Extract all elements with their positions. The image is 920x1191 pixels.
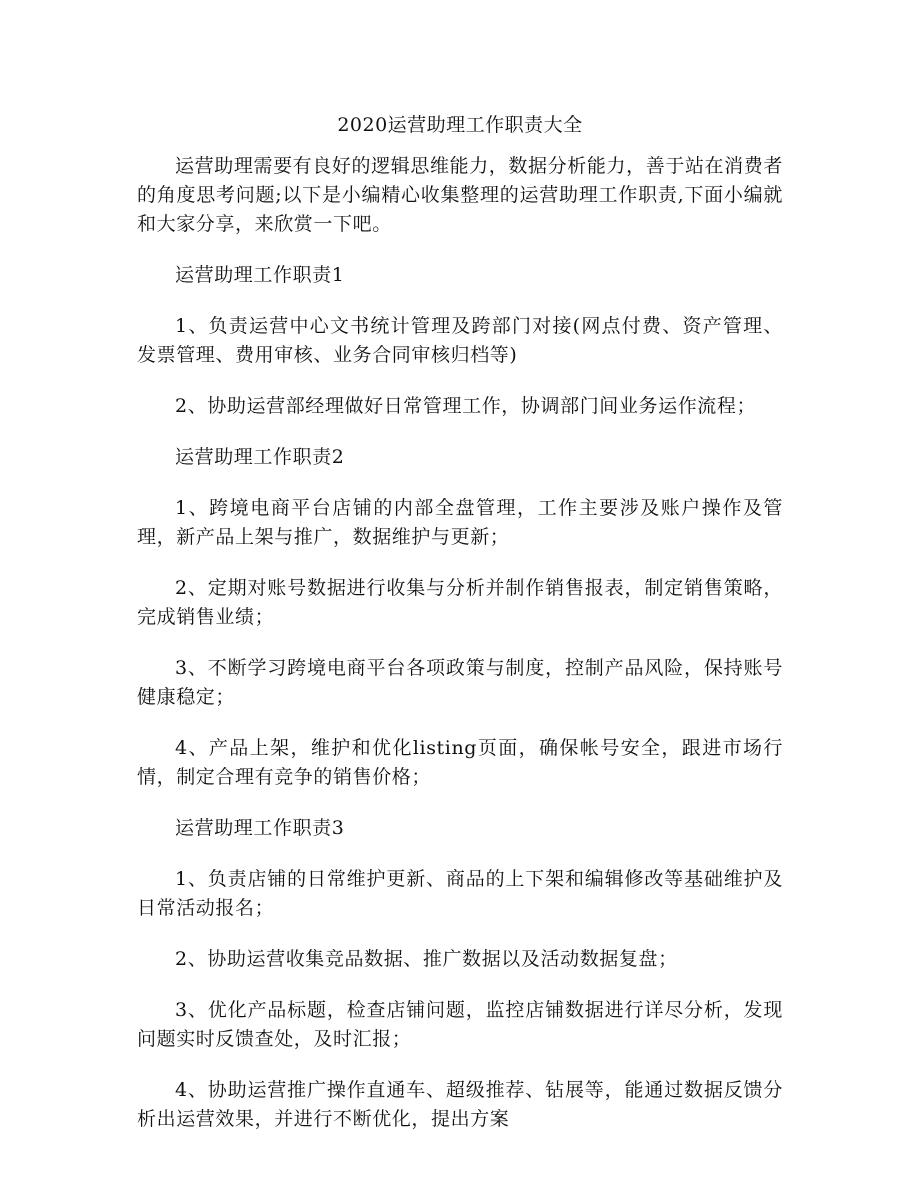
- section-heading-2: 运营助理工作职责2: [175, 446, 345, 468]
- section-heading-3: 运营助理工作职责3: [175, 817, 345, 839]
- document-body: [137, 152, 783, 1156]
- section-2-item-4: 4、产品上架，维护和优化listing页面，确保帐号安全，跟进市场行情，制定合理有竞争的销售价格；: [137, 737, 783, 788]
- section-1-item-1: 1、负责运营中心文书统计管理及跨部门对接(网点付费、资产管理、发票管理、费用审核、业务合同审核归档等): [137, 315, 783, 366]
- section-3-item-4: 4、协助运营推广操作直通车、超级推荐、钻展等，能通过数据反馈分析出运营效果，并进行不断优化，提出方案: [137, 1079, 783, 1130]
- section-2-item-1: 1、跨境电商平台店铺的内部全盘管理，工作主要涉及账户操作及管理，新产品上架与推广，数据维护与更新；: [137, 497, 783, 548]
- section-2-item-3: 3、不断学习跨境电商平台各项政策与制度，控制产品风险，保持账号健康稳定；: [137, 657, 783, 708]
- intro-paragraph: 运营助理需要有良好的逻辑思维能力，数据分析能力，善于站在消费者的角度思考问题;以下是小编精心收集整理的运营助理工作职责,下面小编就和大家分享，来欣赏一下吧。: [137, 155, 783, 235]
- section-heading-1: 运营助理工作职责1: [175, 264, 345, 286]
- section-3-item-1: 1、负责店铺的日常维护更新、商品的上下架和编辑修改等基础维护及日常活动报名；: [137, 868, 783, 919]
- section-3-item-2: 2、协助运营收集竞品数据、推广数据以及活动数据复盘；: [175, 948, 678, 970]
- section-3-item-3: 3、优化产品标题，检查店铺问题，监控店铺数据进行详尽分析，发现问题实时反馈查处，及时汇报；: [137, 999, 783, 1050]
- section-1-item-2: 2、协助运营部经理做好日常管理工作，协调部门间业务运作流程；: [175, 395, 757, 417]
- document-title: 2020运营助理工作职责大全: [337, 114, 583, 136]
- section-2-item-2: 2、定期对账号数据进行收集与分析并制作销售报表，制定销售策略，完成销售业绩；: [137, 577, 783, 628]
